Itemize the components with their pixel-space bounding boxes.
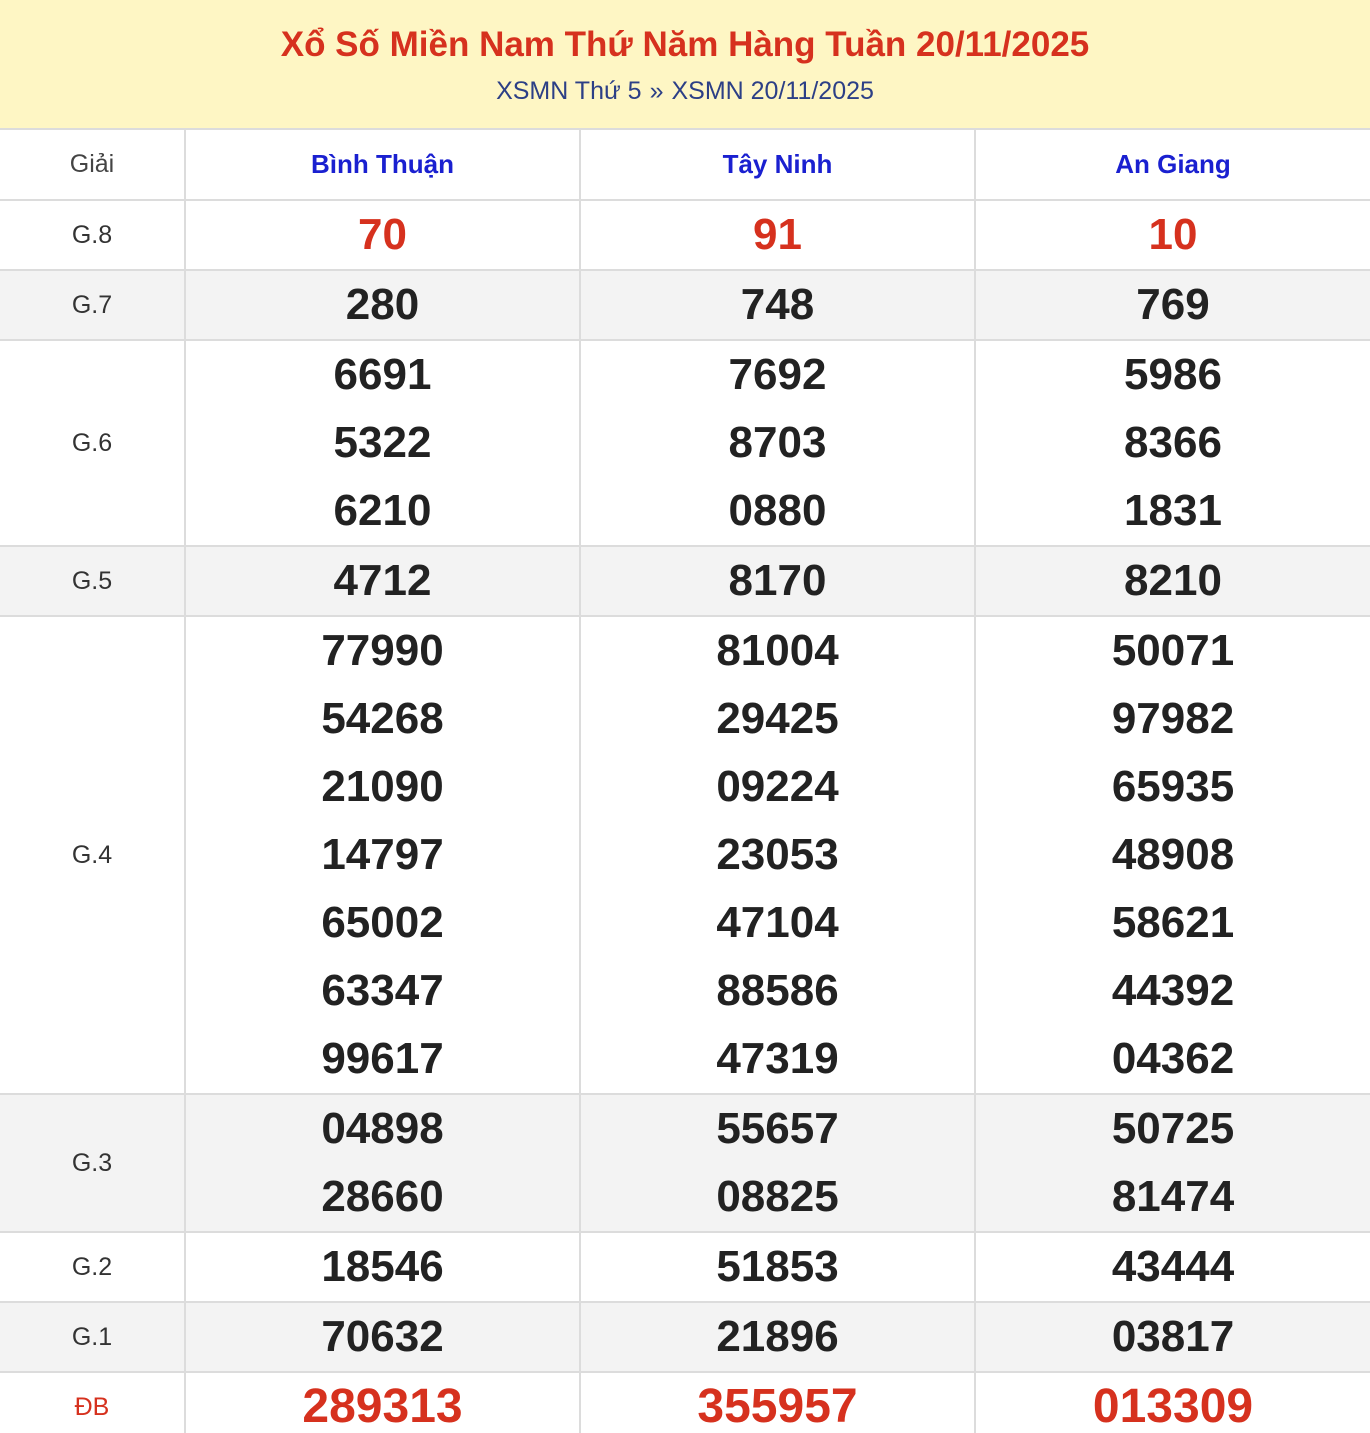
prize-cell-an-giang (975, 200, 1370, 270)
table-header-row (0, 130, 1370, 200)
prize-cell-an-giang (975, 616, 1370, 1094)
prize-cell-tay-ninh (580, 270, 975, 340)
winning-number: 04362 (1111, 1034, 1235, 1083)
winning-number: 8210 (1124, 556, 1222, 605)
winning-number: 55657 (716, 1104, 839, 1153)
province-header-tay-ninh[interactable]: Tây Ninh (580, 130, 975, 200)
winning-number: 88586 (716, 966, 839, 1015)
prize-row (0, 200, 1370, 270)
prize-cell-binh-thuan (185, 340, 580, 546)
prize-cell-an-giang (975, 546, 1370, 616)
winning-number: 748 (740, 280, 815, 329)
winning-number: 14797 (321, 830, 444, 879)
winning-number: 03817 (1111, 1312, 1235, 1361)
winning-number: 8366 (1124, 418, 1222, 467)
winning-number: 44392 (1111, 966, 1235, 1015)
prize-row (0, 1094, 1370, 1232)
prize-cell-an-giang (975, 340, 1370, 546)
breadcrumb-link-weekday[interactable]: XSMN Thứ 5 (496, 77, 642, 105)
winning-number: 5986 (1124, 350, 1222, 399)
prize-label: G.3 (0, 1094, 185, 1232)
prize-cell-binh-thuan (185, 270, 580, 340)
results-header (0, 0, 1370, 130)
winning-number: 08825 (716, 1172, 839, 1221)
winning-number: 70632 (321, 1312, 444, 1361)
winning-number: 47319 (716, 1034, 839, 1083)
prize-label: ĐB (0, 1372, 185, 1433)
winning-number: 04898 (321, 1104, 444, 1153)
prize-cell-binh-thuan (185, 1094, 580, 1232)
winning-number: 50071 (1111, 626, 1235, 675)
winning-number: 289313 (302, 1380, 463, 1433)
prize-label: G.6 (0, 340, 185, 546)
winning-number: 99617 (321, 1034, 444, 1083)
prize-row (0, 546, 1370, 616)
prize-cell-tay-ninh (580, 1094, 975, 1232)
prize-cell-binh-thuan (185, 1372, 580, 1433)
province-header-binh-thuan[interactable]: Bình Thuận (185, 130, 580, 200)
winning-number: 013309 (1092, 1380, 1254, 1433)
winning-number: 8703 (728, 418, 827, 467)
prize-cell-binh-thuan (185, 1302, 580, 1372)
prize-cell-tay-ninh (580, 546, 975, 616)
prize-cell-tay-ninh (580, 340, 975, 546)
prize-cell-an-giang (975, 270, 1370, 340)
prize-row (0, 1302, 1370, 1372)
prize-label: G.5 (0, 546, 185, 616)
province-header-an-giang[interactable]: An Giang (975, 130, 1370, 200)
winning-number: 77990 (321, 626, 444, 675)
winning-number: 6210 (333, 486, 432, 535)
winning-number: 0880 (728, 486, 827, 535)
winning-number: 23053 (716, 830, 839, 879)
prize-cell-binh-thuan (185, 616, 580, 1094)
winning-number: 1831 (1124, 486, 1222, 535)
winning-number: 10 (1148, 210, 1198, 259)
winning-number: 81004 (716, 626, 839, 675)
winning-number: 355957 (697, 1380, 858, 1433)
winning-number: 81474 (1111, 1172, 1235, 1221)
winning-number: 4712 (333, 556, 432, 605)
prize-label: G.8 (0, 200, 185, 270)
winning-number: 29425 (716, 694, 839, 743)
prize-row (0, 1232, 1370, 1302)
results-table (0, 130, 1370, 1433)
prize-cell-tay-ninh (580, 200, 975, 270)
winning-number: 54268 (321, 694, 444, 743)
winning-number: 48908 (1111, 830, 1235, 879)
prize-label: G.1 (0, 1302, 185, 1372)
winning-number: 91 (753, 210, 802, 259)
prize-row (0, 270, 1370, 340)
prize-cell-an-giang (975, 1094, 1370, 1232)
winning-number: 70 (358, 210, 407, 259)
prize-cell-an-giang (975, 1372, 1370, 1433)
winning-number: 63347 (321, 966, 444, 1015)
breadcrumb-separator: » (649, 77, 664, 105)
prize-row (0, 616, 1370, 1094)
prize-label: G.2 (0, 1232, 185, 1302)
prize-cell-binh-thuan (185, 200, 580, 270)
winning-number: 09224 (716, 762, 839, 811)
winning-number: 47104 (716, 898, 839, 947)
prize-column-header: Giải (0, 130, 185, 200)
winning-number: 51853 (716, 1242, 839, 1291)
breadcrumb-link-date[interactable]: XSMN 20/11/2025 (671, 77, 874, 105)
winning-number: 43444 (1111, 1242, 1235, 1291)
prize-cell-binh-thuan (185, 1232, 580, 1302)
winning-number: 65935 (1111, 762, 1235, 811)
prize-cell-binh-thuan (185, 546, 580, 616)
winning-number: 18546 (321, 1242, 444, 1291)
prize-cell-tay-ninh (580, 1232, 975, 1302)
winning-number: 97982 (1111, 694, 1235, 743)
winning-number: 5322 (333, 418, 432, 467)
prize-cell-an-giang (975, 1302, 1370, 1372)
page-title: Xổ Số Miền Nam Thứ Năm Hàng Tuần 20/11/2025 (280, 25, 1090, 64)
prize-cell-tay-ninh (580, 616, 975, 1094)
winning-number: 65002 (321, 898, 444, 947)
winning-number: 21090 (321, 762, 444, 811)
winning-number: 58621 (1111, 898, 1235, 947)
prize-cell-tay-ninh (580, 1372, 975, 1433)
prize-row (0, 340, 1370, 546)
winning-number: 50725 (1111, 1104, 1235, 1153)
winning-number: 8170 (728, 556, 827, 605)
winning-number: 280 (345, 280, 420, 329)
winning-number: 6691 (333, 350, 432, 399)
winning-number: 28660 (321, 1172, 444, 1221)
prize-label: G.4 (0, 616, 185, 1094)
prize-cell-tay-ninh (580, 1302, 975, 1372)
winning-number: 7692 (728, 350, 827, 399)
breadcrumb (0, 76, 1370, 106)
winning-number: 21896 (716, 1312, 839, 1361)
prize-row (0, 1372, 1370, 1433)
prize-cell-an-giang (975, 1232, 1370, 1302)
prize-label: G.7 (0, 270, 185, 340)
winning-number: 769 (1136, 280, 1210, 329)
